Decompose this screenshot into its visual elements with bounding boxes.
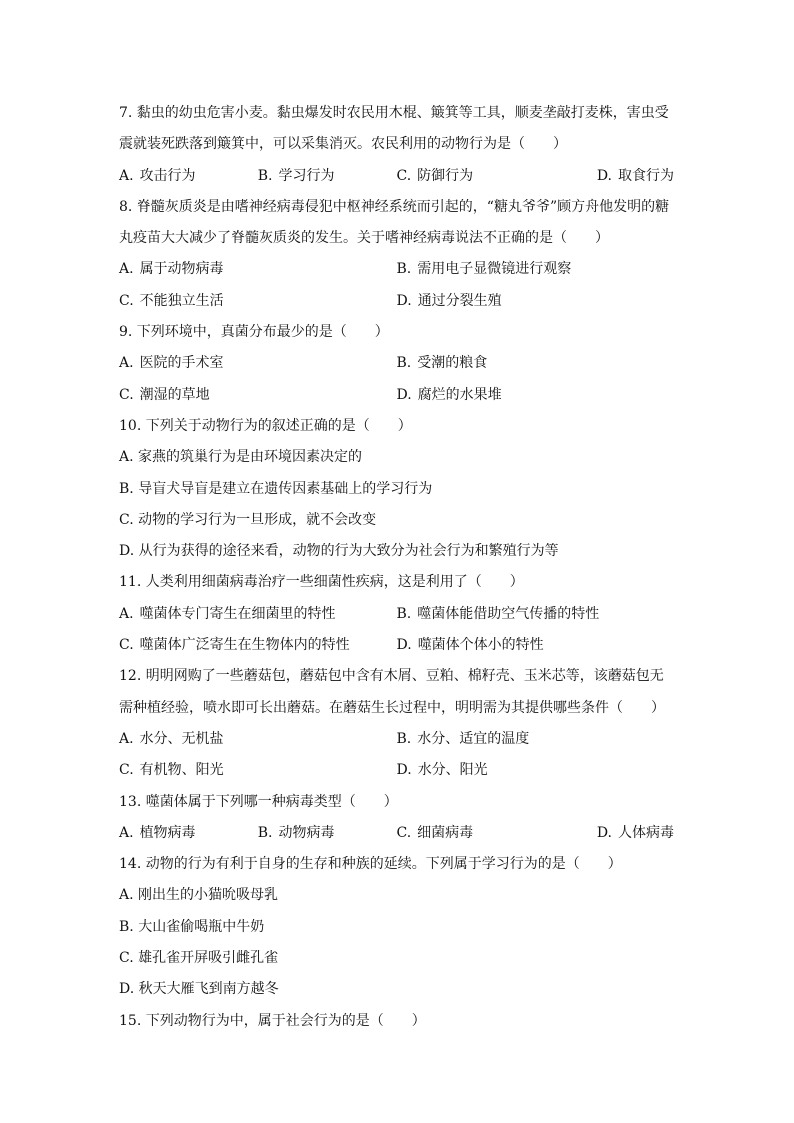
- option-b: B. 需用电子显微镜进行观察: [396, 261, 572, 278]
- option-b: B. 噬菌体能借助空气传播的特性: [396, 605, 600, 622]
- option-d: D. 水分、阳光: [396, 762, 488, 779]
- options-row: [119, 348, 674, 379]
- question-14: [119, 849, 674, 1005]
- option-d: D. 人体病毒: [596, 824, 674, 841]
- option-d: D. 腐烂的水果堆: [396, 386, 502, 403]
- question-stem-line: 8. 脊髓灰质炎是由嗜神经病毒侵犯中枢神经系统而引起的，“糖丸爷爷”顾方舟他发明的糖: [119, 198, 670, 215]
- option-b: B. 受潮的粮食: [396, 355, 488, 372]
- option-a: A. 水分、无机盐: [119, 730, 224, 747]
- question-stem-line: 12. 明明网购了一些蘑菇包，蘑菇包中含有木屑、豆粕、棉籽壳、玉米芯等，该蘑菇包无: [119, 668, 664, 685]
- question-stem-line: 11. 人类利用细菌病毒治疗一些细菌性疾病，这是利用了（ ）: [119, 574, 524, 591]
- option-c: C. 不能独立生活: [119, 292, 224, 309]
- question-stem-line: 9. 下列环境中，真菌分布最少的是（ ）: [119, 324, 389, 341]
- options-row: [119, 380, 674, 411]
- options-row: [119, 161, 674, 192]
- question-stem-line: 15. 下列动物行为中，属于社会行为的是（ ）: [119, 1012, 426, 1029]
- option-d: D. 取食行为: [596, 167, 674, 184]
- options-row: [119, 286, 674, 317]
- question-stem-line: 需种植经验，喷水即可长出蘑菇。在蘑菇生长过程中，明明需为其提供哪些条件（ ）: [119, 699, 665, 716]
- option-c: C. 防御行为: [396, 167, 474, 184]
- option-a: A. 家燕的筑巢行为是由环境因素决定的: [119, 449, 363, 466]
- question-11: [119, 567, 674, 661]
- question-stem-line: 丸疫苗大大减少了脊髓灰质炎的发生。关于嗜神经病毒说法不正确的是（ ）: [119, 230, 609, 247]
- option-b: B. 导盲犬导盲是建立在遗传因素基础上的学习行为: [119, 480, 433, 497]
- question-10: [119, 411, 674, 567]
- option-c: C. 噬菌体广泛寄生在生物体内的特性: [119, 637, 350, 654]
- option-b: B. 学习行为: [257, 167, 335, 184]
- option-a: A. 医院的手术室: [119, 355, 224, 372]
- option-c: C. 动物的学习行为一旦形成，就不会改变: [119, 511, 377, 528]
- question-list: [119, 98, 674, 1037]
- question-9: [119, 317, 674, 411]
- option-b: B. 动物病毒: [257, 824, 335, 841]
- option-a: A. 攻击行为: [119, 167, 196, 184]
- option-d: D. 噬菌体个体小的特性: [396, 637, 544, 654]
- option-b: B. 大山雀偷喝瓶中牛奶: [119, 918, 265, 935]
- options-row: [119, 254, 674, 285]
- option-c: C. 雄孔雀开屏吸引雌孔雀: [119, 950, 279, 967]
- question-stem-line: 7. 黏虫的幼虫危害小麦。黏虫爆发时农民用木棍、簸箕等工具，顺麦垄敲打麦株，害虫受: [119, 105, 669, 121]
- option-a: A. 属于动物病毒: [119, 261, 224, 278]
- options-row: [119, 724, 674, 755]
- options-row: [119, 818, 674, 849]
- options-row: [119, 599, 674, 630]
- option-d: D. 秋天大雁飞到南方越冬: [119, 981, 279, 998]
- options-row: [119, 755, 674, 786]
- question-15: [119, 1006, 674, 1037]
- option-a: A. 植物病毒: [119, 824, 196, 841]
- question-12: [119, 661, 674, 786]
- option-d: D. 通过分裂生殖: [396, 292, 502, 309]
- option-b: B. 水分、适宜的温度: [396, 730, 530, 747]
- option-c: C. 有机物、阳光: [119, 762, 224, 779]
- question-stem-line: 13. 噬菌体属于下列哪一种病毒类型（ ）: [119, 793, 398, 810]
- question-8: [119, 192, 674, 317]
- option-c: C. 潮湿的草地: [119, 386, 210, 403]
- option-c: C. 细菌病毒: [396, 824, 474, 841]
- option-a: A. 噬菌体专门寄生在细菌里的特性: [119, 605, 336, 622]
- question-stem-line: 14. 动物的行为有利于自身的生存和种族的延续。下列属于学习行为的是（ ）: [119, 856, 622, 873]
- question-stem-line: 震就装死跌落到簸箕中，可以采集消灭。农民利用的动物行为是（ ）: [119, 136, 567, 153]
- question-13: [119, 787, 674, 850]
- option-d: D. 从行为获得的途径来看，动物的行为大致分为社会行为和繁殖行为等: [119, 543, 559, 560]
- option-a: A. 刚出生的小猫吮吸母乳: [119, 887, 279, 904]
- question-stem-line: 10. 下列关于动物行为的叙述正确的是（ ）: [119, 417, 412, 434]
- options-row: [119, 630, 674, 661]
- question-7: [119, 98, 674, 192]
